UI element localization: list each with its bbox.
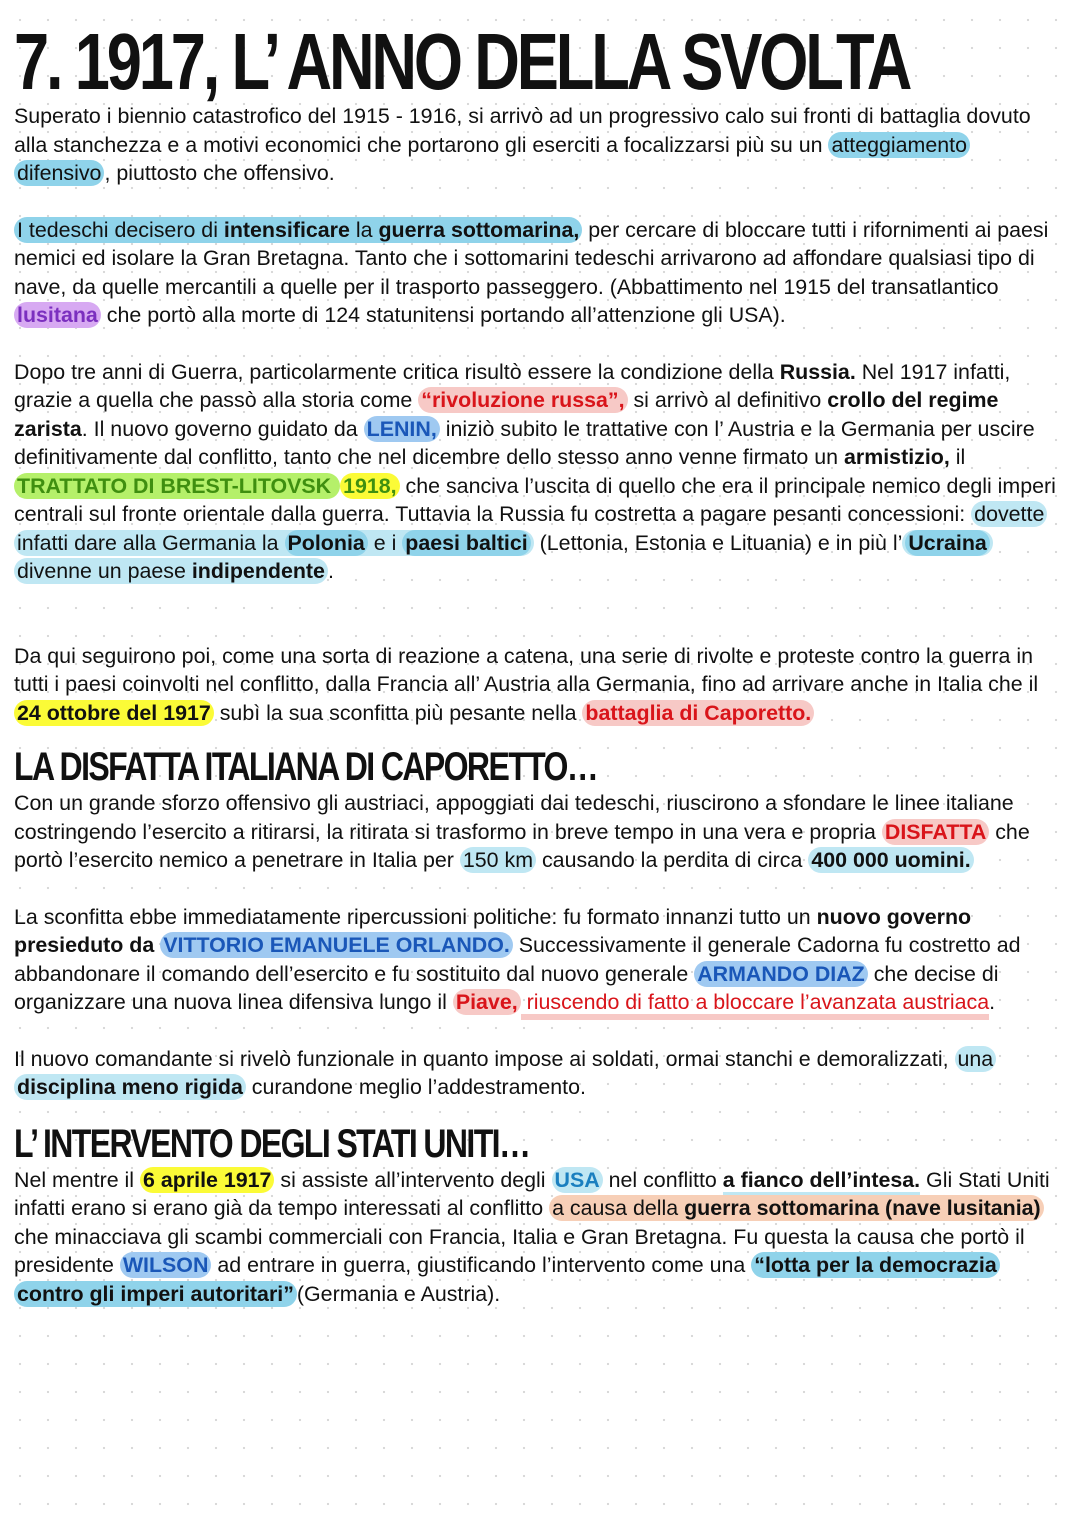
underline-avanzata: riuscendo di fatto a bloccare l’avanzata austriaca [521, 990, 989, 1020]
highlight-1918: 1918, [340, 473, 400, 499]
highlight-400000: 400 000 uomini. [808, 847, 973, 873]
highlight-wilson: WILSON [120, 1252, 212, 1278]
underline-intesa: a fianco dell’intesa. [723, 1168, 920, 1198]
highlight-piave: Piave, [453, 989, 521, 1015]
highlight-6-aprile: 6 aprile 1917 [140, 1167, 274, 1193]
highlight-lusitana: lusitana [14, 302, 101, 328]
highlight-guerra-sottomarina: a causa della guerra sottomarina (nave lusitania) [549, 1195, 1044, 1221]
section-heading-caporetto: LA DISFATTA ITALIANA DI CAPORETTO… [14, 745, 598, 789]
highlight-trattato: TRATTATO DI BREST-LITOVSK [14, 473, 340, 499]
paragraph-russia: Dopo tre anni di Guerra, particolarmente critica risultò essere la condizione della Russia. Nel 1917 infatti, grazie a quella che passò alla storia come “rivoluzione russa”, si arrivò al definitivo crollo del regime zarista. Il nuovo governo guidato da LENIN, iniziò subito le trattative con l’ Austria e la Germania per uscire definitivamente dal conflitto, tanto che nel dicembre dello stesso anno venne firmato un armistizio, il TRATTATO DI BREST-LITOVSK 1918, che sanciva l’uscita di quello che era il principale nemico degli imperi centrali sul fronte orientale dalla guerra. Tuttavia la Russia fu costretta a pagare pesanti concessioni: dovette infatti dare alla Germania la Polonia e i paesi baltici (Lettonia, Estonia e Lituania) e in più l’ Ucraina divenne un paese indipendente . [14, 359, 1056, 583]
paragraph-submarine-war: I tedeschi decisero di intensificare la guerra sottomarina, per cercare di bloccare tutti i rifornimenti ai paesi nemici ed isolare la Gran Bretagna. Tanto che i sottomarini tedeschi arrivarono ad affondare qualsiasi tipo di nave, da quelle mercantili a quelle per il trasporto passeggero. (Abbattimento nel 1915 del transatlantico lusitana che portò alla morte di 124 statunitensi portando all’attenzione gli USA). [14, 217, 1049, 327]
highlight-disciplina: una disciplina meno rigida [14, 1046, 996, 1101]
highlight-ucraina: Ucraina divenne un paese indipendente [14, 530, 993, 585]
paragraph-defensive: Superato i biennio catastrofico del 1915 - 1916, si arrivò ad un progressivo calo sui fronti di battaglia dovuto alla stanchezza e a motivi economici che portarono gli eserciti a focalizzarsi più su un atteggiamento difensivo , piuttosto che offensivo. [14, 104, 1031, 185]
highlight-disfatta: DISFATTA [882, 819, 989, 845]
highlight-150-km: 150 km [460, 847, 536, 873]
highlight-lenin: LENIN, [364, 416, 440, 442]
highlight-caporetto: battaglia di Caporetto. [582, 700, 814, 726]
highlight-atteggiamento-difensivo: atteggiamento difensivo [14, 132, 970, 187]
highlight-diaz: ARMANDO DIAZ [694, 961, 868, 987]
highlight-lotta-democrazia: “lotta per la democrazia contro gli imperi autoritari” [14, 1252, 1000, 1307]
highlight-usa: USA [552, 1167, 603, 1193]
paragraph-revolts: Da qui seguirono poi, come una sorta di reazione a catena, una serie di rivolte e proteste contro la guerra in tutti i paesi coinvolti nel conflitto, dalla Francia all’ Austria alla Germania, fino ad arrivare anche in Italia che il 24 ottobre del 1917 subì la sua sconfitta più pesante nella battaglia di Caporetto. [14, 643, 1039, 725]
highlight-rivoluzione-russa: “rivoluzione russa”, [418, 387, 627, 413]
paragraph-orlando-diaz: La sconfitta ebbe immediatamente ripercussioni politiche: fu formato innanzi tutto un nuovo governo presieduto da VITTORIO EMANUELE ORLANDO. Successivamente il generale Cadorna fu costretto ad abbandonare il comando dell’esercito e fu sostituito dal nuovo generale ARMANDO DIAZ che decise di organizzare una nuova linea difensiva lungo il Piave, riuscendo di fatto a bloccare l’avanzata austriaca. [14, 903, 1066, 1017]
highlight-concessions: dovette infatti dare alla Germania la Polonia e i paesi baltici [14, 501, 1047, 556]
paragraph-discipline: Il nuovo comandante si rivelò funzionale in quanto impose ai soldati, ormai stanchi e demoralizzati, una disciplina meno rigida curandone meglio l’addestramento. [14, 1045, 1066, 1102]
highlight-tedeschi: I tedeschi decisero di intensificare la guerra sottomarina, [14, 217, 582, 243]
page-title: 7. 1917, L’ ANNO DELLA SVOLTA [14, 17, 910, 106]
highlight-orlando: VITTORIO EMANUELE ORLANDO. [160, 932, 513, 958]
paragraph-disfatta: Con un grande sforzo offensivo gli austriaci, appoggiati dai tedeschi, riuscirono a sfondare le linee italiane costringendo l’esercito a ritirarsi, la ritirata si trasformo in breve tempo in una vera e propria DISFATTA che portò l’esercito nemico a penetrare in Italia per 150 km causando la perdita di circa 400 000 uomini. [14, 791, 1030, 872]
highlight-24-ottobre: 24 ottobre del 1917 [14, 700, 214, 726]
paragraph-usa: Nel mentre il 6 aprile 1917 si assiste all’intervento degli USA nel conflitto a fianco dell’intesa. Gli Stati Uniti infatti erano si erano già da tempo interessati al conflitto a causa della guerra sottomarina (nave lusitania) che minacciava gli scambi commerciali con Francia, Italia e Gran Bretagna. Fu questa la causa che portò il presidente WILSON ad entrare in guerra, giustificando l’intervento come una “lotta per la democrazia contro gli imperi autoritari” (Germania e Austria). [14, 1167, 1050, 1306]
section-heading-usa: L’ INTERVENTO DEGLI STATI UNITI… [14, 1121, 530, 1166]
